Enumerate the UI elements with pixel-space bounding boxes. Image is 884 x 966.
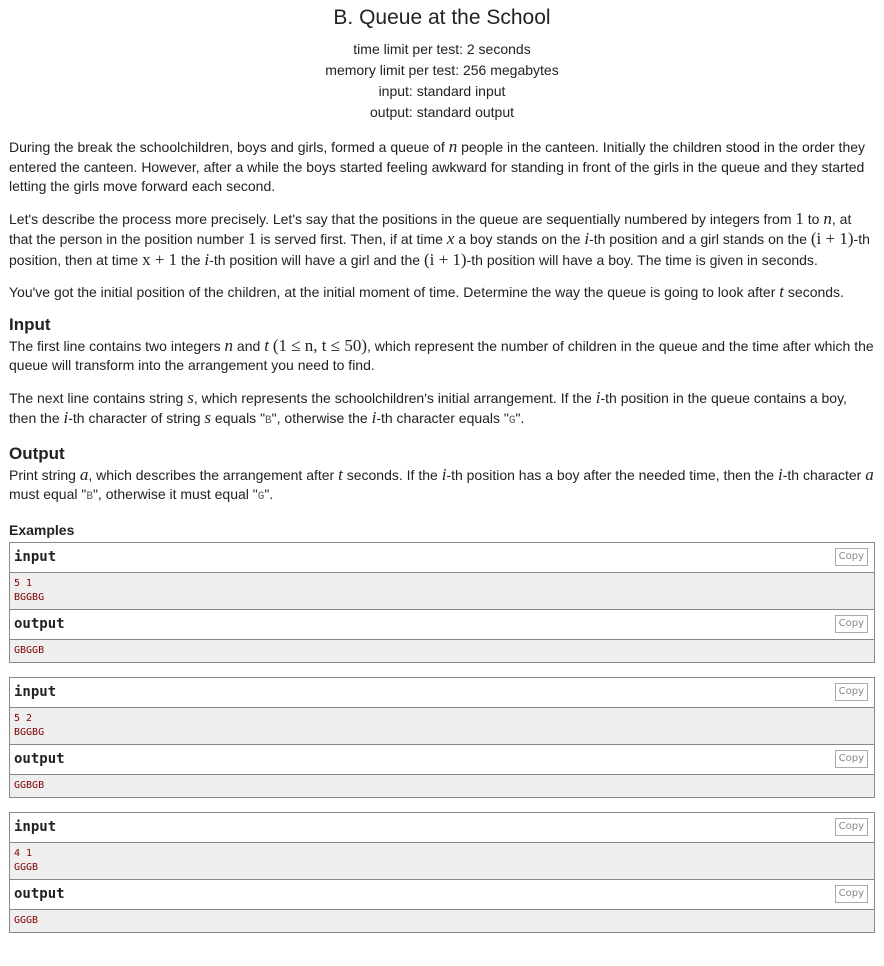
output-file: output: standard output [370,104,514,120]
text-segment: must equal " [9,486,87,502]
text-segment: ", otherwise the [271,410,372,426]
sample-input [10,708,874,744]
output-label: output [14,750,65,767]
math-expression: i [63,408,69,427]
text-segment: seconds. [784,284,844,300]
sample-output [10,640,874,662]
code-literal: B [265,415,272,427]
sample-line: GGGB [14,861,39,873]
text-segment: people in the canteen. Initially the children stood in the order they entered the canteen. However, after a while the boys started feeling awkward for standing in front of the girls in the queue and they started letting the girls move forward each second. [9,139,866,194]
sample-line: BGGBG [14,591,45,603]
copy-button[interactable]: Copy [835,750,868,768]
text-segment: , which describes the arrangement after [88,466,339,483]
math-expression: t [264,335,269,355]
text-segment: -th position has a boy after the needed time, then the [446,466,778,483]
sample-output [10,775,874,797]
text-segment: The first line contains two integers [9,337,225,354]
text-segment: ", otherwise it must equal " [92,486,258,502]
copy-button[interactable]: Copy [835,885,868,903]
memory-limit: memory limit per test: 256 megabytes [325,62,559,78]
example-test [9,677,875,798]
paragraph [9,388,875,432]
examples-heading: Examples [9,521,75,538]
math-expression: a [865,464,874,484]
math-expression: i [441,464,447,484]
problem-statement [9,137,875,303]
sample-line: GGGB [14,914,39,926]
math-expression: (i + 1) [810,229,854,248]
math-expression: a [79,464,89,484]
math-expression: i [371,408,377,427]
text-segment: -th position will have a girl and the [209,251,424,268]
text-segment: ". [515,410,525,426]
text-segment: -th character equals " [376,410,509,426]
text-segment: Print string [9,466,80,483]
code-literal: B [86,491,93,503]
copy-button[interactable]: Copy [835,548,868,566]
text-segment: The next line contains string [9,389,188,406]
input-file: input: standard input [378,83,506,99]
text-segment: , which represents the schoolchildren's initial arrangement. If the [193,389,596,406]
math-expression: n [823,208,832,228]
text-segment: seconds. If the [342,466,442,483]
copy-button[interactable]: Copy [835,818,868,836]
sample-input [10,573,874,609]
text-segment: ". [264,486,274,502]
output-header [10,744,874,775]
examples [9,542,875,933]
math-expression: s [204,408,212,427]
paragraph [9,336,875,376]
math-expression: x + 1 [142,249,178,269]
example-test [9,542,875,663]
output-header [10,879,874,910]
math-expression: n [224,335,234,355]
text-segment: is served first. Then, if at time [256,231,447,247]
text-segment: You've got the initial position of the children, at the initial moment of time. Determine the way the queue is going to look after [9,284,780,300]
sample-input [10,843,874,879]
output-label: output [14,885,65,902]
time-limit: time limit per test: 2 seconds [353,41,531,57]
input-header [10,678,874,708]
example-test [9,812,875,933]
text-segment: -th position will have a boy. The time is given in seconds. [466,251,818,268]
paragraph [9,282,875,303]
sample-line: GGBGB [14,779,45,791]
output-header [10,609,874,640]
math-expression: 1 [247,229,257,248]
problem-title: B. Queue at the School [333,6,551,29]
sample-output [10,910,874,932]
text-segment: to [803,210,824,227]
text-segment: , which represent the number of children in the queue and the time after which the queue will transform into the arrangement you need to find. [9,337,874,373]
text-segment: -th position in the queue contains a boy, then the [9,389,847,426]
text-segment: , at that the person in the position number [9,210,852,247]
math-expression: n [448,137,458,156]
math-expression: i [584,229,590,248]
math-expression: x [446,229,455,248]
paragraph [9,209,875,271]
math-expression: t [779,282,785,301]
input-heading: Input [9,314,51,334]
output-label: output [14,615,65,632]
text-segment: a boy stands on the [454,231,585,247]
sample-line: 5 2 [14,712,33,724]
text-segment: Let's describe the process more precisely. Let's say that the positions in the queue are sequentially numbered by integers from [9,210,796,227]
math-expression: i [595,387,601,407]
text-segment: During the break the schoolchildren, boys and girls, formed a queue of [9,139,449,155]
copy-button[interactable]: Copy [835,683,868,701]
text-segment: -th character [782,466,866,483]
math-expression: t [338,464,343,484]
input-header [10,813,874,843]
math-expression: s [187,387,194,407]
text-segment: -th position, then at time [9,231,870,268]
copy-button[interactable]: Copy [835,615,868,633]
text-segment: and [233,337,265,354]
output-specification [9,465,875,508]
text-segment: equals " [211,410,266,426]
sample-line: GBGGB [14,644,45,656]
input-label: input [14,818,57,835]
output-heading: Output [9,443,65,463]
input-label: input [14,683,57,700]
math-expression: i [204,249,210,269]
math-expression: (1 ≤ n, t ≤ 50) [272,335,368,355]
text-segment: the [177,251,205,268]
sample-line: 4 1 [14,847,33,859]
math-expression: i [777,464,783,484]
input-specification [9,336,875,432]
math-expression: (i + 1) [423,249,467,269]
sample-line: BGGBG [14,726,45,738]
input-header [10,543,874,573]
code-literal: G [257,491,265,503]
paragraph [9,137,875,197]
paragraph [9,465,875,508]
code-literal: G [508,415,516,427]
sample-line: 5 1 [14,577,33,589]
input-label: input [14,548,57,565]
math-expression: 1 [795,208,804,228]
text-segment: -th character of string [68,410,205,426]
text-segment: -th position and a girl stands on the [589,231,811,247]
